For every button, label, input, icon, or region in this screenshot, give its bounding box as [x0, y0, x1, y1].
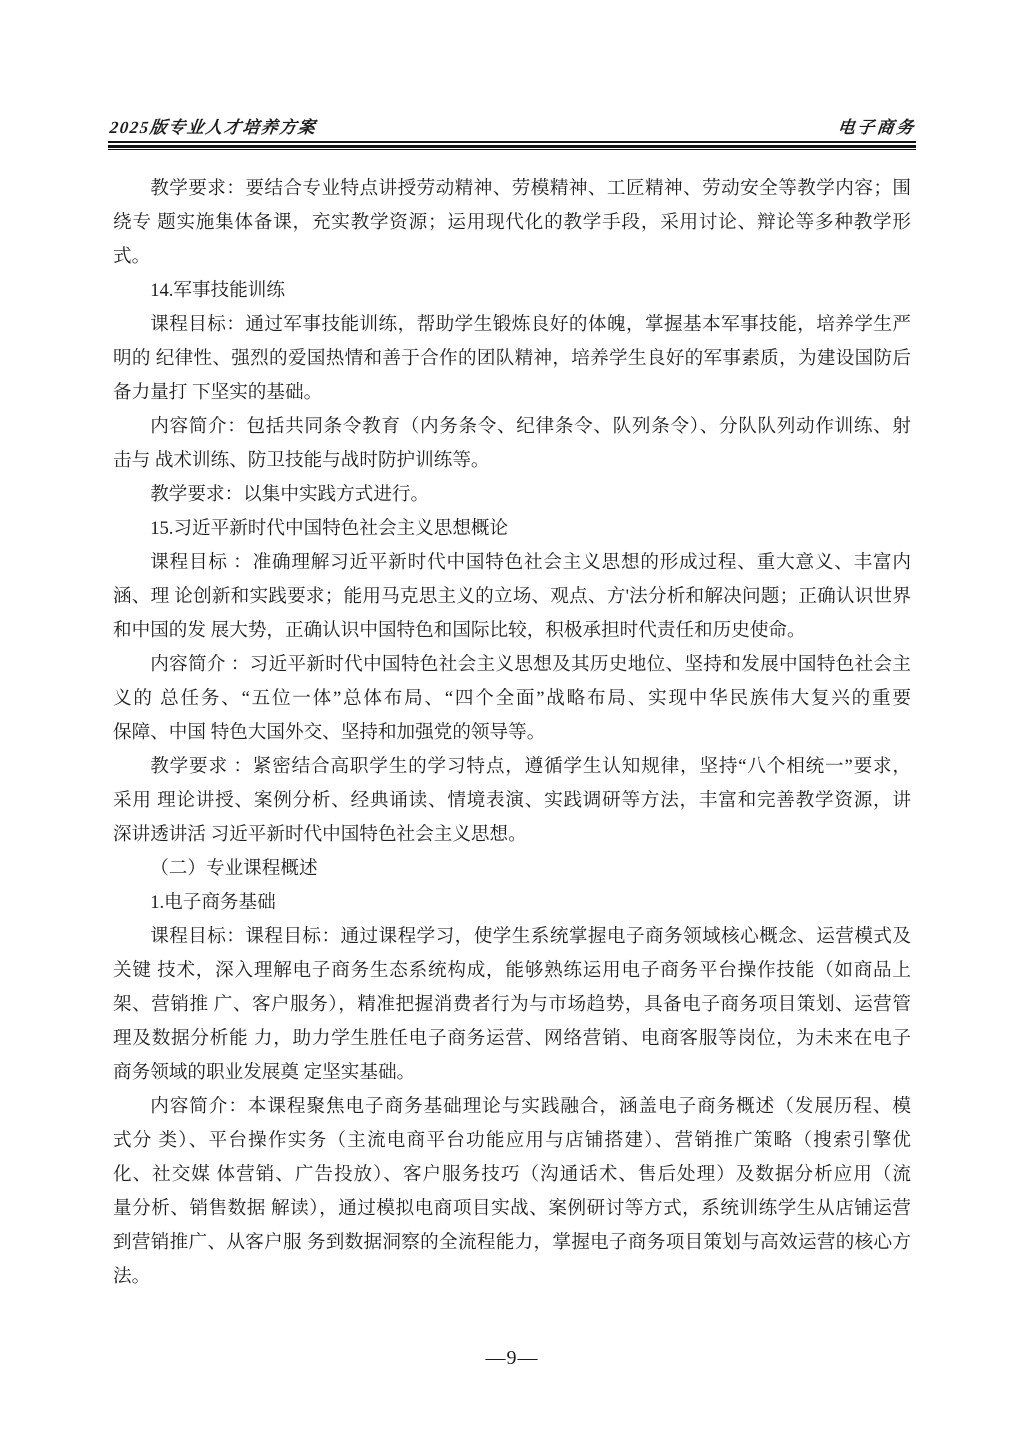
text-line: 量分析、销售数据 解读），通过模拟电商项目实战、案例研讨等方式，系统训练学生从店铺运营	[113, 1198, 911, 1219]
text-line: 备力量打 下坚实的基础。	[113, 382, 323, 403]
text-line: 教学要求：以集中实践方式进行。	[150, 484, 430, 505]
text-line: 1.电子商务基础	[150, 892, 276, 913]
page-header	[108, 113, 916, 139]
text-line: （二）专业课程概述	[150, 858, 318, 879]
text-line: 保障、中国 特色大国外交、坚持和加强党的领导等。	[113, 722, 546, 743]
text-line: 击与 战术训练、防卫技能与战时防护训练等。	[113, 450, 490, 471]
header-right-title: 电子商务	[836, 118, 917, 137]
text-line: 教学要求 ：紧密结合高职学生的学习特点，遵循学生认知规律，坚持“八个相统一”要求，	[150, 756, 911, 777]
text-line: 法。	[113, 1266, 151, 1287]
header-left-title: 2025版专业人才培养方案	[108, 118, 318, 137]
text-line: 15.习近平新时代中国特色社会主义思想概论	[150, 518, 509, 539]
text-line: 深讲透讲活 习近平新时代中国特色社会主义思想。	[113, 824, 527, 845]
text-line: 理及数据分析能 力，助力学生胜任电子商务运营、网络营销、电商客服等岗位，为未来在电子	[113, 1028, 911, 1049]
text-line: 内容简介 ：习近平新时代中国特色社会主义思想及其历史地位、坚持和发展中国特色社会主	[150, 654, 911, 675]
text-line: 和中国的发 展大势，正确认识中国特色和国际比较，积极承担时代责任和历史使命。	[113, 620, 806, 641]
text-line: 内容简介：包括共同条令教育（内务条令、纪律条令、队列条令）、分队队列动作训练、射	[150, 416, 911, 437]
text-line: 式。	[113, 246, 151, 267]
text-line: 内容简介：本课程聚焦电子商务基础理论与实践融合，涵盖电子商务概述（发展历程、模	[150, 1096, 911, 1117]
text-line: 关键 技术，深入理解电子商务生态系统构成，能够熟练运用电子商务平台操作技能（如商品上	[113, 960, 911, 981]
text-line: 绕专 题实施集体备课，充实教学资源；运用现代化的教学手段，采用讨论、辩论等多种教学形	[113, 212, 911, 233]
text-line: 式分 类）、平台操作实务（主流电商平台功能应用与店铺搭建）、营销推广策略（搜索引擎优	[113, 1130, 911, 1151]
document-body	[113, 172, 911, 1294]
text-line: 14.军事技能训练	[150, 280, 285, 301]
text-line: 到营销推广、从客户服 务到数据洞察的全流程能力，掌握电子商务项目策划与高效运营的核心方	[113, 1232, 911, 1253]
header-rule	[108, 141, 916, 150]
text-line: 明的 纪律性、强烈的爱国热情和善于合作的团队精神，培养学生良好的军事素质，为建设国防后	[113, 348, 911, 369]
text-line: 涵、理 论创新和实践要求；能用马克思主义的立场、观点、方'法分析和解决问题；正确认识世界	[113, 586, 911, 607]
text-line: 课程目标：课程目标：通过课程学习，使学生系统掌握电子商务领域核心概念、运营模式及	[150, 926, 911, 947]
text-line: 化、社交媒 体营销、广告投放）、客户服务技巧（沟通话术、售后处理）及数据分析应用（流	[113, 1164, 911, 1185]
text-line: 架、营销推 广、客户服务），精准把握消费者行为与市场趋势，具备电子商务项目策划、运营管	[113, 994, 911, 1015]
text-line: 商务领域的职业发展奠 定坚实基础。	[113, 1062, 416, 1083]
text-line: 采用 理论讲授、案例分析、经典诵读、情境表演、实践调研等方法，丰富和完善教学资源，讲	[113, 790, 911, 811]
text-line: 义的 总任务、“五位一体”总体布局、“四个全面”战略布局、实现中华民族伟大复兴的重要	[113, 688, 911, 709]
text-line: 课程目标 ：准确理解习近平新时代中国特色社会主义思想的形成过程、重大意义、丰富内	[150, 552, 911, 573]
text-line: 课程目标：通过军事技能训练，帮助学生锻炼良好的体魄，掌握基本军事技能，培养学生严	[150, 314, 911, 335]
page-number: —9—	[485, 1347, 539, 1369]
text-line: 教学要求：要结合专业特点讲授劳动精神、劳模精神、工匠精神、劳动安全等教学内容；围	[150, 178, 911, 199]
